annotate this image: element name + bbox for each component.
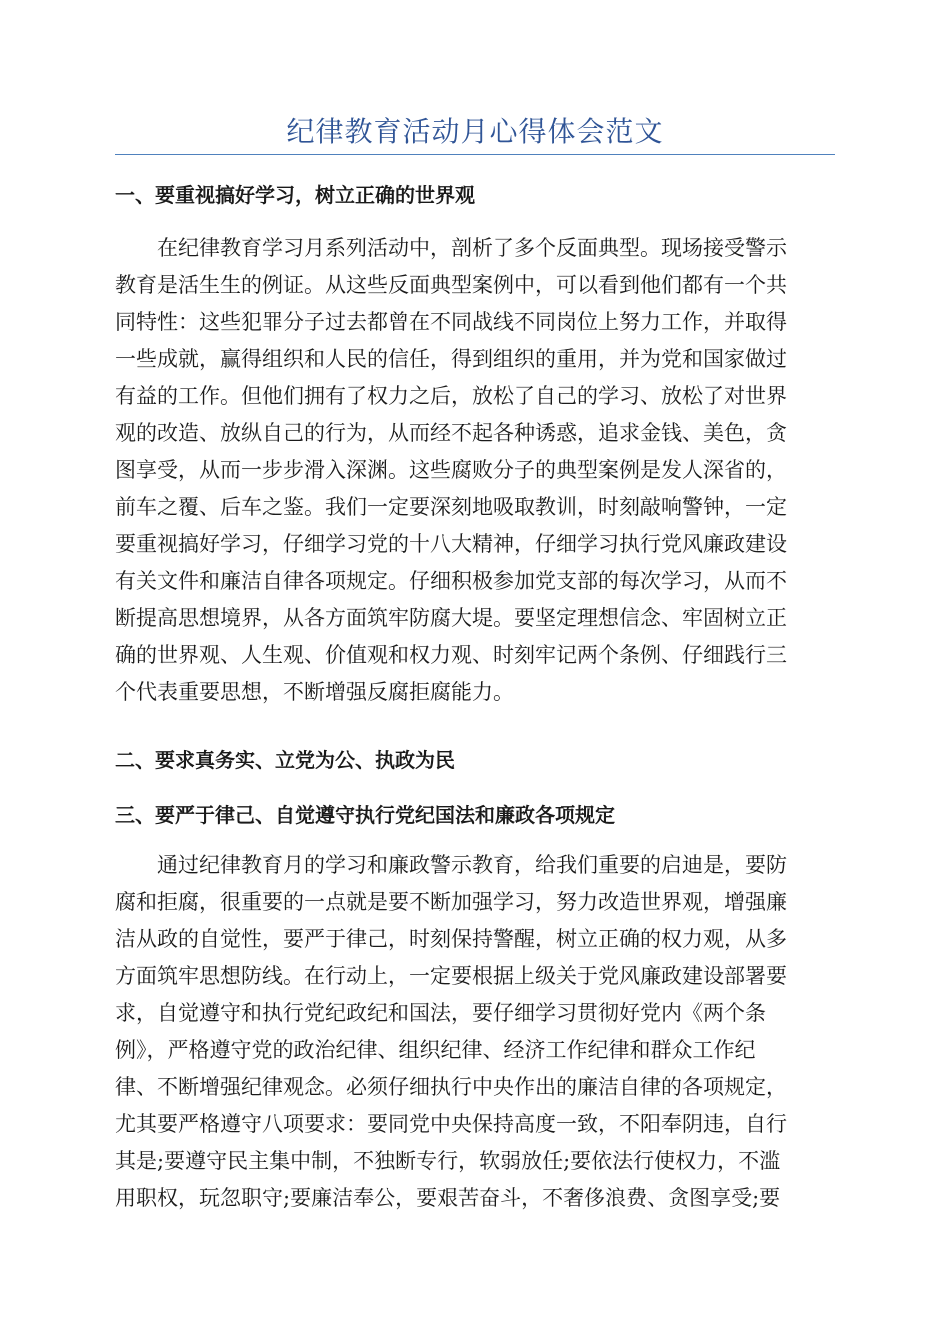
section-3-paragraph — [115, 847, 831, 1217]
paragraph-line: 洁从政的自觉性，要严于律己，时刻保持警醒，树立正确的权力观，从多 — [115, 927, 787, 951]
document-title: 纪律教育活动月心得体会范文 — [286, 115, 664, 148]
paragraph-line: 通过纪律教育月的学习和廉政警示教育，给我们重要的启迪是，要防 — [157, 853, 787, 877]
section-1-paragraph — [115, 230, 831, 711]
paragraph-line: 确的世界观、人生观、价值观和权力观、时刻牢记两个条例、仔细践行三 — [115, 643, 787, 667]
paragraph-line: 要重视搞好学习，仔细学习党的十八大精神，仔细学习执行党风廉政建设 — [115, 532, 787, 556]
paragraph-line: 观的改造、放纵自己的行为，从而经不起各种诱惑，追求金钱、美色，贪 — [115, 421, 787, 445]
section-heading-1: 一、要重视搞好学习，树立正确的世界观 — [115, 183, 475, 207]
paragraph-line: 有益的工作。但他们拥有了权力之后，放松了自己的学习、放松了对世界 — [115, 384, 787, 408]
paragraph-line: 有关文件和廉洁自律各项规定。仔细积极参加党支部的每次学习，从而不 — [115, 569, 787, 593]
paragraph-line: 尤其要严格遵守八项要求：要同党中央保持高度一致，不阳奉阴违，自行 — [115, 1112, 787, 1136]
paragraph-line: 用职权，玩忽职守;要廉洁奉公，要艰苦奋斗，不奢侈浪费、贪图享受;要 — [115, 1186, 781, 1210]
paragraph-line: 一些成就，赢得组织和人民的信任，得到组织的重用，并为党和国家做过 — [115, 347, 787, 371]
title-underline — [115, 154, 835, 155]
paragraph-line: 求，自觉遵守和执行党纪政纪和国法，要仔细学习贯彻好党内《两个条 — [115, 1001, 766, 1025]
paragraph-line: 教育是活生生的例证。从这些反面典型案例中，可以看到他们都有一个共 — [115, 273, 787, 297]
section-heading-2: 二、要求真务实、立党为公、执政为民 — [115, 748, 455, 772]
paragraph-line: 同特性：这些犯罪分子过去都曾在不同战线不同岗位上努力工作，并取得 — [115, 310, 787, 334]
paragraph-line: 方面筑牢思想防线。在行动上，一定要根据上级关于党风廉政建设部署要 — [115, 964, 787, 988]
paragraph-line: 其是;要遵守民主集中制，不独断专行，软弱放任;要依法行使权力，不滥 — [115, 1149, 781, 1173]
paragraph-line: 例》，严格遵守党的政治纪律、组织纪律、经济工作纪律和群众工作纪 — [115, 1038, 756, 1062]
paragraph-line: 断提高思想境界，从各方面筑牢防腐大堤。要坚定理想信念、牢固树立正 — [115, 606, 787, 630]
paragraph-line: 律、不断增强纪律观念。必须仔细执行中央作出的廉洁自律的各项规定， — [115, 1075, 787, 1099]
paragraph-line: 图享受，从而一步步滑入深渊。这些腐败分子的典型案例是发人深省的， — [115, 458, 787, 482]
paragraph-line: 前车之覆、后车之鉴。我们一定要深刻地吸取教训，时刻敲响警钟，一定 — [115, 495, 787, 519]
paragraph-line: 在纪律教育学习月系列活动中，剖析了多个反面典型。现场接受警示 — [157, 236, 787, 260]
section-heading-3: 三、要严于律己、自觉遵守执行党纪国法和廉政各项规定 — [115, 803, 615, 827]
paragraph-line: 个代表重要思想，不断增强反腐拒腐能力。 — [115, 680, 514, 704]
paragraph-line: 腐和拒腐，很重要的一点就是要不断加强学习，努力改造世界观，增强廉 — [115, 890, 787, 914]
